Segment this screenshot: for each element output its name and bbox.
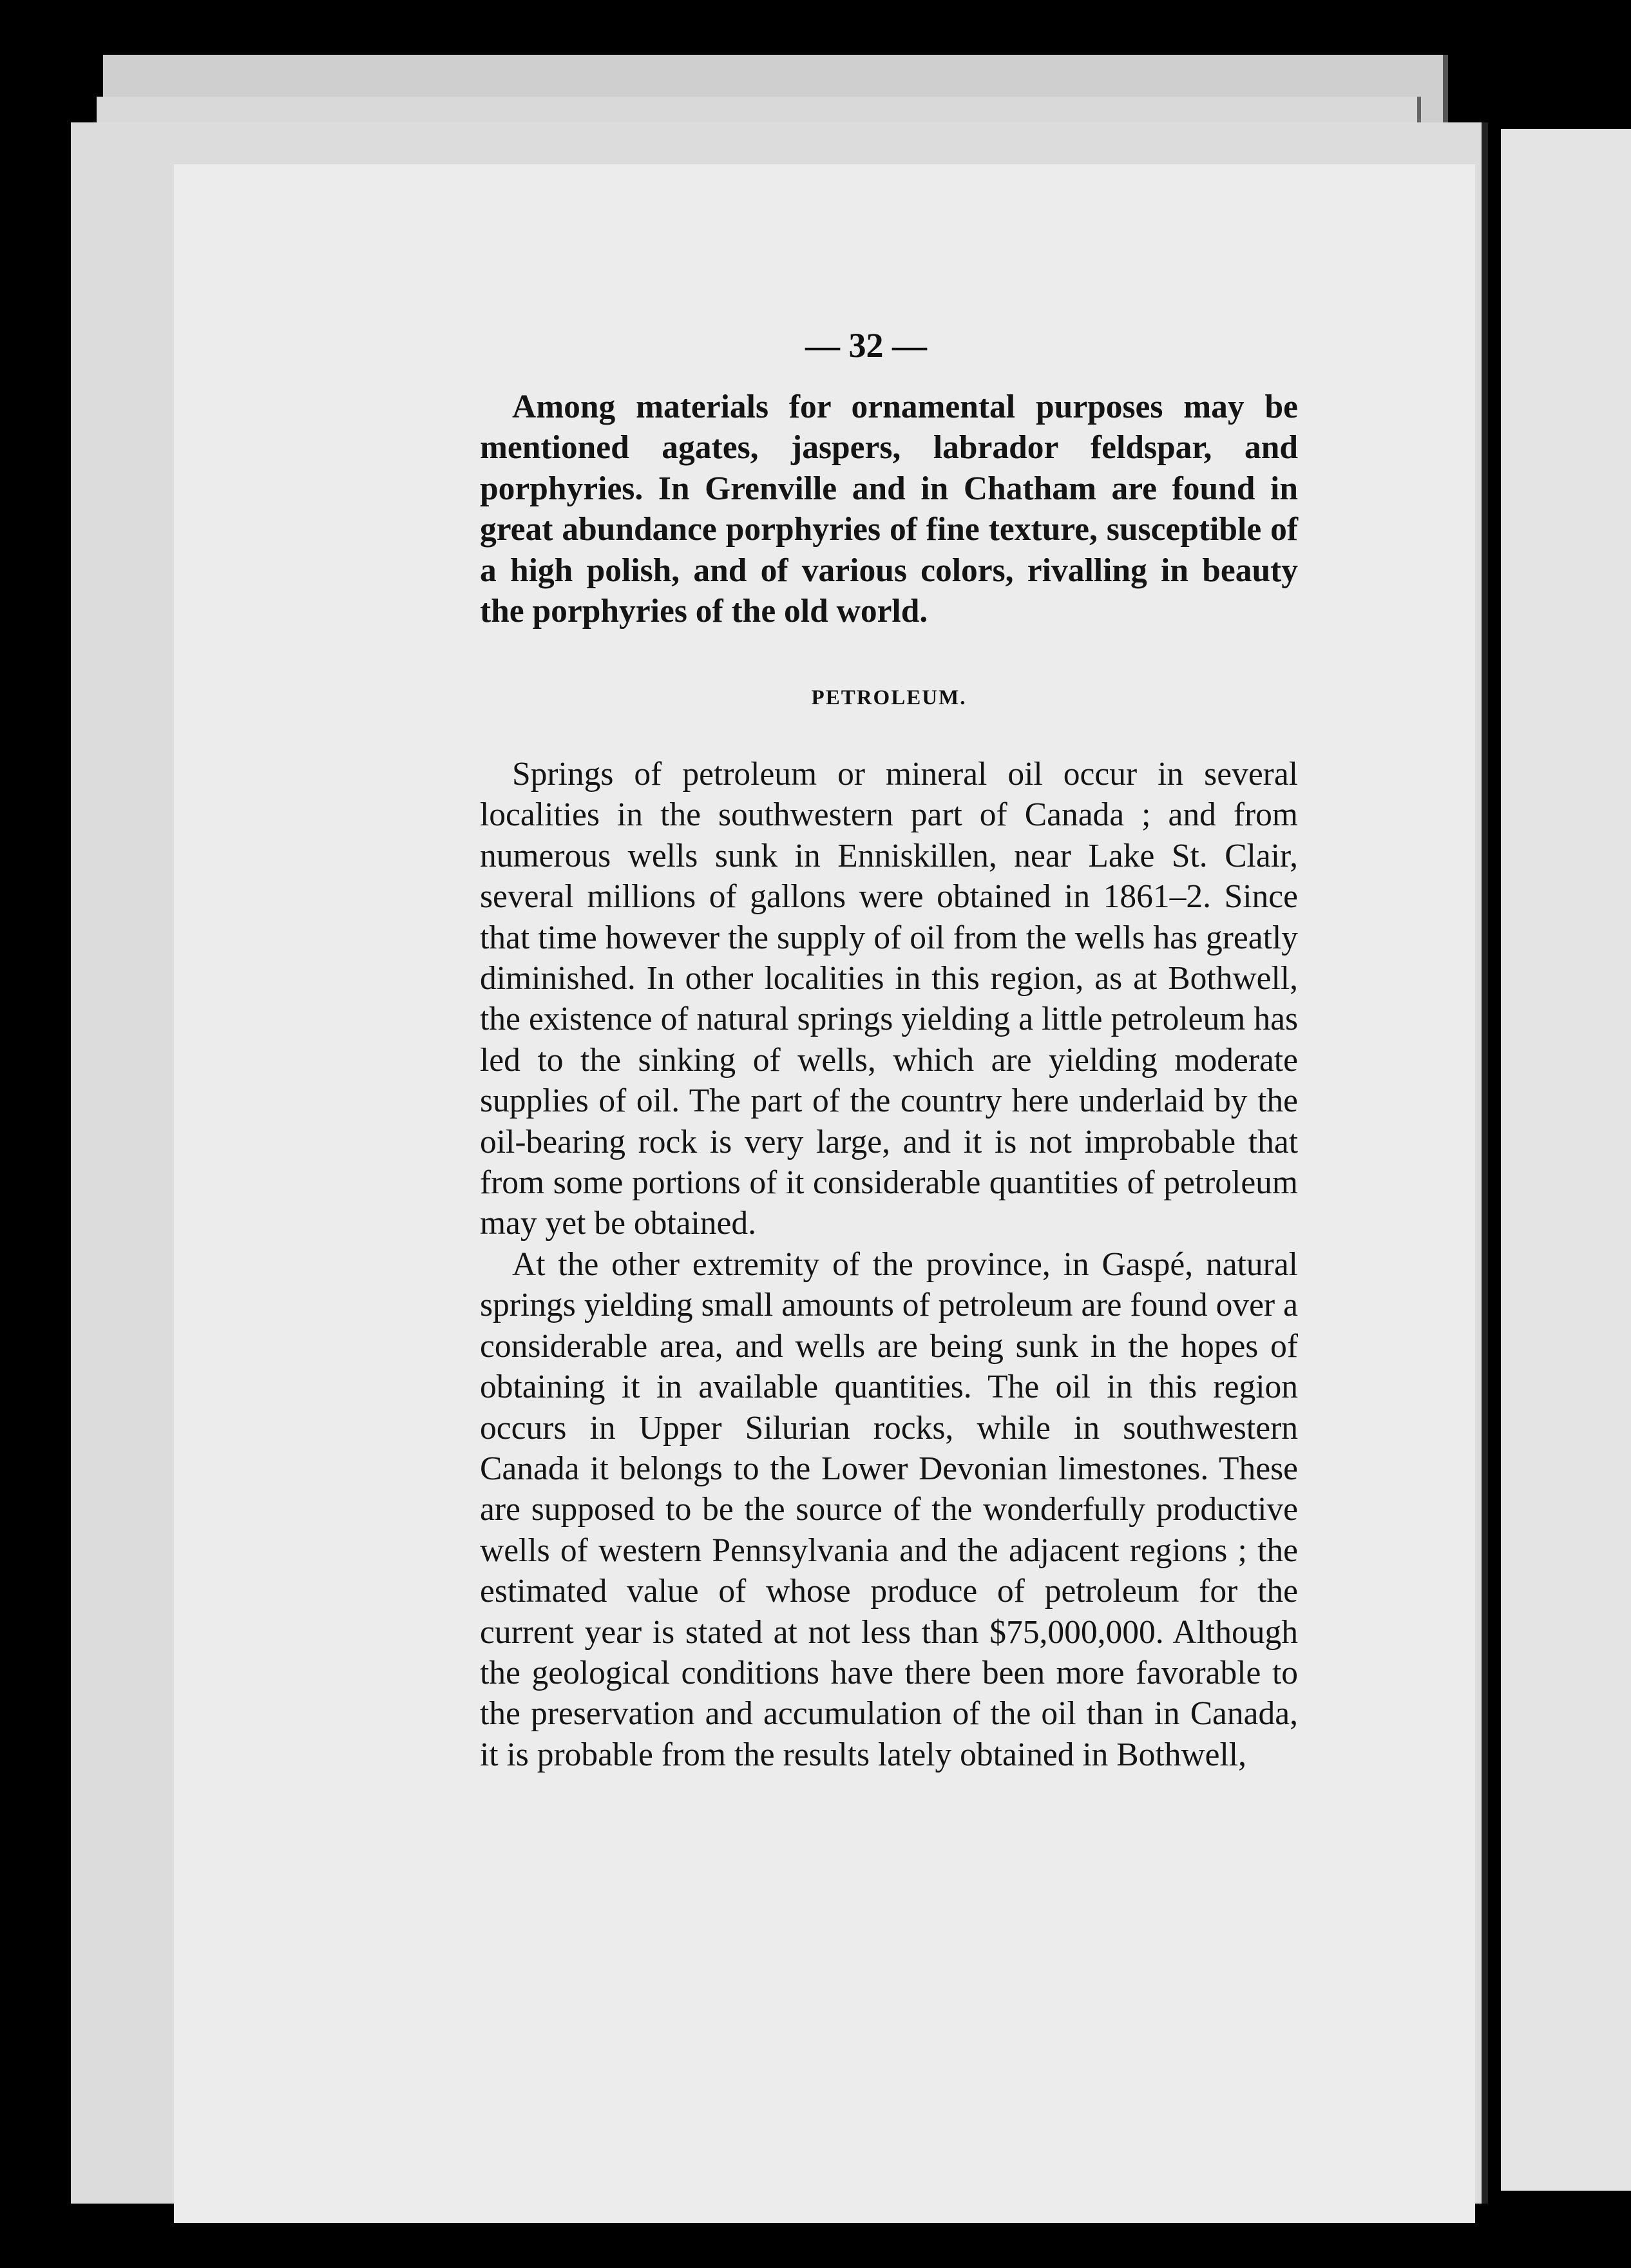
- adjacent-page-edge: [1501, 129, 1631, 2191]
- intro-paragraph: [480, 387, 1298, 631]
- section-heading: PETROLEUM.: [811, 686, 967, 709]
- paragraph: At the other extremity of the province, in Gaspé, natural springs yielding small amounts of petroleum are found over a considerable area, and wells are being sunk in the hopes of obtaining it in available quantities. The oil in this region occurs in Upper Silurian rocks, while in southwestern Canada it belongs to the Lower Devonian limestones. These are supposed to be the source of the wonderfully productive wells of western Pennsylvania and the adjacent regions ; the estimated value of whose produce of petroleum for the current year is stated at not less than $75,000,000. Although the geological conditions have there been more favorable to the preservation and accumulation of the oil than in Canada, it is probable from the results lately obtained in Bothwell,: [480, 1245, 1298, 1773]
- paragraph: Among materials for ornamental purposes may be mentioned agates, jaspers, labrador feldspar, and porphyries. In Grenville and in Chatham are found in great abundance porphyries of fine texture, susceptible of a high polish, and of various colors, rivalling in beauty the porphyries of the old world.: [480, 389, 1298, 630]
- body-text: [480, 754, 1298, 1775]
- page-number: — 32 —: [805, 326, 927, 365]
- paragraph: Springs of petroleum or mineral oil occur in several localities in the southwestern part of Canada ; and from numerous wells sunk in Enniskillen, near Lake St. Clair, several millions of gallons were obtained in 1861–2. Since that time however the supply of oil from the wells has greatly diminished. In other localities in this region, as at Bothwell, the existence of natural springs yielding a little petroleum has led to the sinking of wells, which are yielding moderate supplies of oil. The part of the country here underlaid by the oil-bearing rock is very large, and it is not improbable that from some portions of it considerable quantities of petroleum may yet be obtained.: [480, 756, 1298, 1242]
